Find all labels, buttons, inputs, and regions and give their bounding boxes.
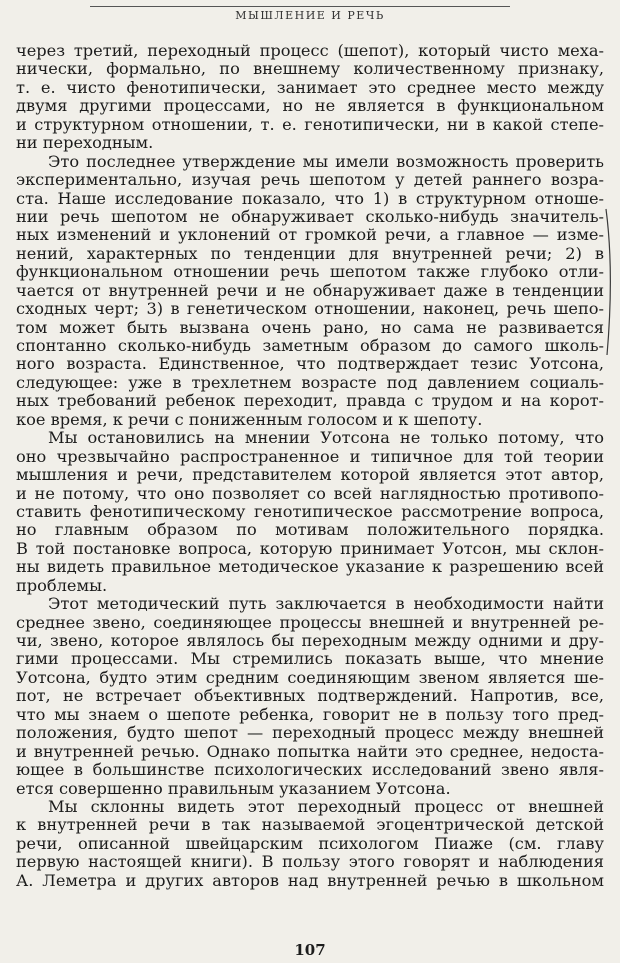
text-line: экспериментально, изучая речь шепотом у детей раннего возра- xyxy=(16,171,604,190)
text-line: через третий, переходный процесс (шепот), который чисто меха- xyxy=(16,42,604,60)
text-line: кое время, к речи с пониженным голосом и к шепоту. xyxy=(16,410,483,429)
text-line: нически, формально, по внешнему количественному признаку, xyxy=(16,60,604,79)
text-line: двумя другими процессами, но не является в функциональном xyxy=(16,97,604,116)
text-line: мышления и речи, представителем которой является этот автор, xyxy=(16,466,604,485)
text-line: и структурном отношении, т. е. генотипически, ни в какой степе- xyxy=(16,115,604,134)
text-line: и не потому, что оно позволяет со всей наглядностью противопо- xyxy=(16,484,604,503)
text-line: ни переходным. xyxy=(16,134,154,153)
text-line: оно чрезвычайно распространенное и типичное для той теории xyxy=(16,447,604,466)
text-line: гими процессами. Мы стремились показать выше, что мнение xyxy=(16,650,604,669)
text-line: к внутренней речи в так называемой эгоцентрической детской xyxy=(16,816,604,835)
text-line: но главным образом по мотивам положительного порядка. xyxy=(16,521,604,540)
text-line: Мы склонны видеть этот переходный процесс от внешней xyxy=(48,797,604,816)
text-line: Уотсона, будто этим средним соединяющим звеном является ше- xyxy=(16,668,604,687)
text-line: нений, характерных по тенденции для внутренней речи; 2) в xyxy=(16,244,604,263)
page-number: 107 xyxy=(294,941,326,959)
text-line: речи, описанной швейцарским психологом Пиаже (см. главу xyxy=(16,834,604,853)
running-head: МЫШЛЕНИЕ И РЕЧЬ xyxy=(235,9,385,22)
text-line: ставить фенотипическому генотипическое рассмотрение вопроса, xyxy=(16,502,604,521)
text-line: сходных черт; 3) в генетическом отношении, наконец, речь шепо- xyxy=(16,300,604,319)
text-line: что мы знаем о шепоте ребенка, говорит не в пользу того пред- xyxy=(16,705,604,724)
text-line: А. Леметра и других авторов над внутренней речью в школьном xyxy=(16,871,604,890)
text-line: ных изменений и уклонений от громкой речи, а главное — изме- xyxy=(16,226,604,245)
text-line: том может быть вызвана очень рано, но сама не развивается xyxy=(16,318,604,337)
text-line: нии речь шепотом не обнаруживает сколько-нибудь значитель- xyxy=(16,207,604,226)
text-line: функциональном отношении речь шепотом также глубоко отли- xyxy=(16,263,604,282)
text-line: Мы остановились на мнении Уотсона не только потому, что xyxy=(48,429,604,448)
text-line: спонтанно сколько-нибудь заметным образом до самого школь- xyxy=(16,337,604,355)
margin-pencil-mark xyxy=(604,207,614,357)
text-line: ны видеть правильное методическое указание к разрешению всей xyxy=(16,558,604,577)
text-line: среднее звено, соединяющее процессы внешней и внутренней ре- xyxy=(16,613,604,632)
text-line: ста. Наше исследование показало, что 1) в структурном отноше- xyxy=(16,189,604,208)
text-line: ющее в большинстве психологических исследований звено явля- xyxy=(16,761,604,780)
text-line: ется совершенно правильным указанием Уотсона. xyxy=(16,779,451,798)
text-line: следующее: уже в трехлетнем возрасте под давлением социаль- xyxy=(16,373,604,392)
header-rule xyxy=(90,6,510,7)
text-line: т. е. чисто фенотипически, занимает это среднее место между xyxy=(16,78,604,97)
text-line: чается от внутренней речи и не обнаруживает даже в тенденции xyxy=(16,281,604,300)
text-line: В той постановке вопроса, которую принимает Уотсон, мы склон- xyxy=(16,539,604,558)
text-line: первую настоящей книги). В пользу этого говорят и наблюдения xyxy=(16,853,604,872)
text-line: ных требований ребенок переходит, правда с трудом и на корот- xyxy=(16,392,604,411)
text-line: пот, не встречает объективных подтверждений. Напротив, все, xyxy=(16,687,604,706)
text-line: Этот методический путь заключается в необходимости найти xyxy=(48,595,604,614)
text-line: Это последнее утверждение мы имели возможность проверить xyxy=(48,152,604,171)
text-line: проблемы. xyxy=(16,576,108,595)
body-text xyxy=(16,42,604,890)
text-line: ного возраста. Единственное, что подтверждает тезис Уотсона, xyxy=(16,355,604,374)
text-line: и внутренней речью. Однако попытка найти это среднее, недоста- xyxy=(16,742,604,761)
text-line: положения, будто шепот — переходный процесс между внешней xyxy=(16,724,604,743)
text-line: чи, звено, которое являлось бы переходным между одними и дру- xyxy=(16,632,604,650)
